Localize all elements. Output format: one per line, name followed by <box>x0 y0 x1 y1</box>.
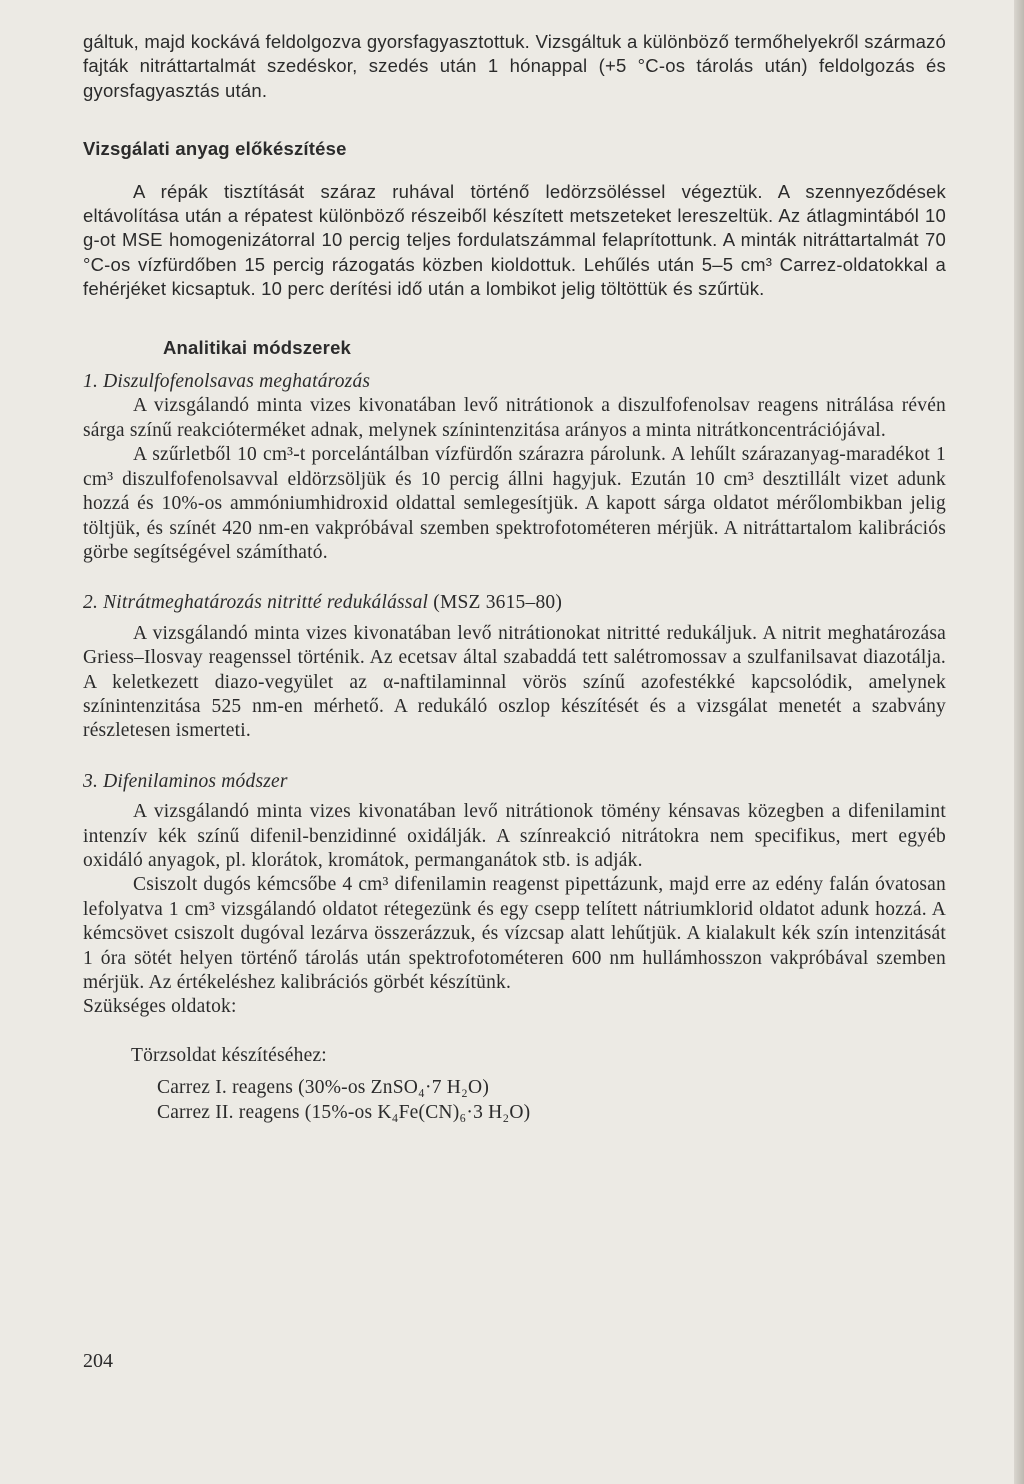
method3-para1: A vizsgálandó minta vizes kivonatában levő nitrátionok tömény kénsavas közegben a difenilamint intenzív kék színű difenil-benzidinné oxidálják. A színreakció nitrátokra nem specifikus, mert egyéb oxidáló anyagok, pl. klorátok, kromátok, permanganátok stb. is adják. <box>83 801 946 871</box>
page-edge-shadow <box>1014 0 1024 1484</box>
method1-para2: A szűrletből 10 cm³-t porcelántálban vízfürdőn szárazra párolunk. A lehűlt szárazanyag-maradékot 1 cm³ diszulfofenolsavval eldörzsöljük és 10 percig állni hagyjuk. Ezután 10 cm³ desztillált vizet adunk hozzá és 10%-os ammóniumhidroxid oldattal semlegesítjük. A kapott sárga oldatot mérőlombikban jelig töltjük, és színét 420 nm-en vakpróbával szemben spektrofotométeren mérjük. A nitráttartalom kalibrációs görbe segítségével számítható. <box>83 444 946 563</box>
page-body <box>83 30 946 1125</box>
heading-methods: Analitikai módszerek <box>163 336 352 358</box>
reagent-carrez-2: Carrez II. reagens (15%-os K₄Fe(CN)₆·3 H₂O) <box>157 1101 531 1123</box>
stock-solution-label: Törzsoldat készítéséhez: <box>131 1044 327 1066</box>
method1-title: 1. Diszulfofenolsavas meghatározás <box>83 371 371 393</box>
method3-title: 3. Difenilaminos módszer <box>83 770 288 792</box>
method2-title: 2. Nitrátmeghatározás nitritté redukálással <box>83 592 429 614</box>
method2-title-line <box>83 591 946 615</box>
method3-para2: Csiszolt dugós kémcsőbe 4 cm³ difenilamin reagenst pipettázunk, majd erre az edény falán óvatosan lefolyatva 1 cm³ vizsgálandó oldatot rétegezünk és egy csepp telített nátriumklorid oldatot adunk hozzá. A kémcsövet csiszolt dugóval lezárva összerázzuk, és vízcsap alatt lehűtjük. A kialakult kék szín intenzitását 1 óra sötét helyen történő tárolás után spektrofotométeren 600 nm hullámhosszon vakpróbával szemben mérjük. Az értékeléshez kalibrációs görbét készítünk. <box>83 874 946 993</box>
intro-paragraph: gáltuk, majd kockává feldolgozva gyorsfagyasztottuk. Vizsgáltuk a különböző termőhelyekről származó fajták nitráttartalmát szedéskor, szedés után 1 hónappal (+5 °C-os tárolás után) feldolgozás és gyorsfagyasztás után. <box>83 31 946 101</box>
method2-para1: A vizsgálandó minta vizes kivonatában levő nitrátionokat nitritté redukáljuk. A nitrit meghatározása Griess–Ilosvay reagenssel történik. Az ecetsav által szabaddá tett salétromossav a szulfanilsavat diazotálja. A keletkezett diazo-vegyület az α-naftilaminnal vörös színű azofestékké kapcsolódik, amelynek színintenzitása 525 nm-en mérhető. A redukáló oszlop készítését és a vizsgálat menetét a szabvány részletesen ismerteti. <box>83 622 946 742</box>
heading-preparation: Vizsgálati anyag előkészítése <box>83 138 347 160</box>
needed-solutions: Szükséges oldatok: <box>83 996 237 1018</box>
page-number: 204 <box>83 1350 113 1372</box>
reagent-carrez-1: Carrez I. reagens (30%-os ZnSO₄·7 H₂O) <box>157 1077 490 1099</box>
method1-para1: A vizsgálandó minta vizes kivonatában levő nitrátionok a diszulfofenolsav reagens nitrálása révén sárga színű reakcióterméket adnak, melynek színintenzitása arányos a minta nitrátkoncentrációjával. <box>83 395 946 441</box>
method2-standard: (MSZ 3615–80) <box>428 592 563 614</box>
preparation-paragraph: A répák tisztítását száraz ruhával történő ledörzsöléssel végeztük. A szennyeződések eltávolítása után a répatest különböző részeiből készített metszeteket lereszeltük. Az átlagmintából 10 g-ot MSE homogenizátorral 10 percig teljes fordulatszámmal felaprítottunk. A minták nitráttartalmát 70 °C-os vízfürdőben 15 percig rázogatás közben kioldottuk. Lehűlés után 5–5 cm³ Carrez-oldatokkal a fehérjéket kicsaptuk. 10 perc derítési idő után a lombikot jelig töltöttük és szűrtük. <box>83 180 946 300</box>
